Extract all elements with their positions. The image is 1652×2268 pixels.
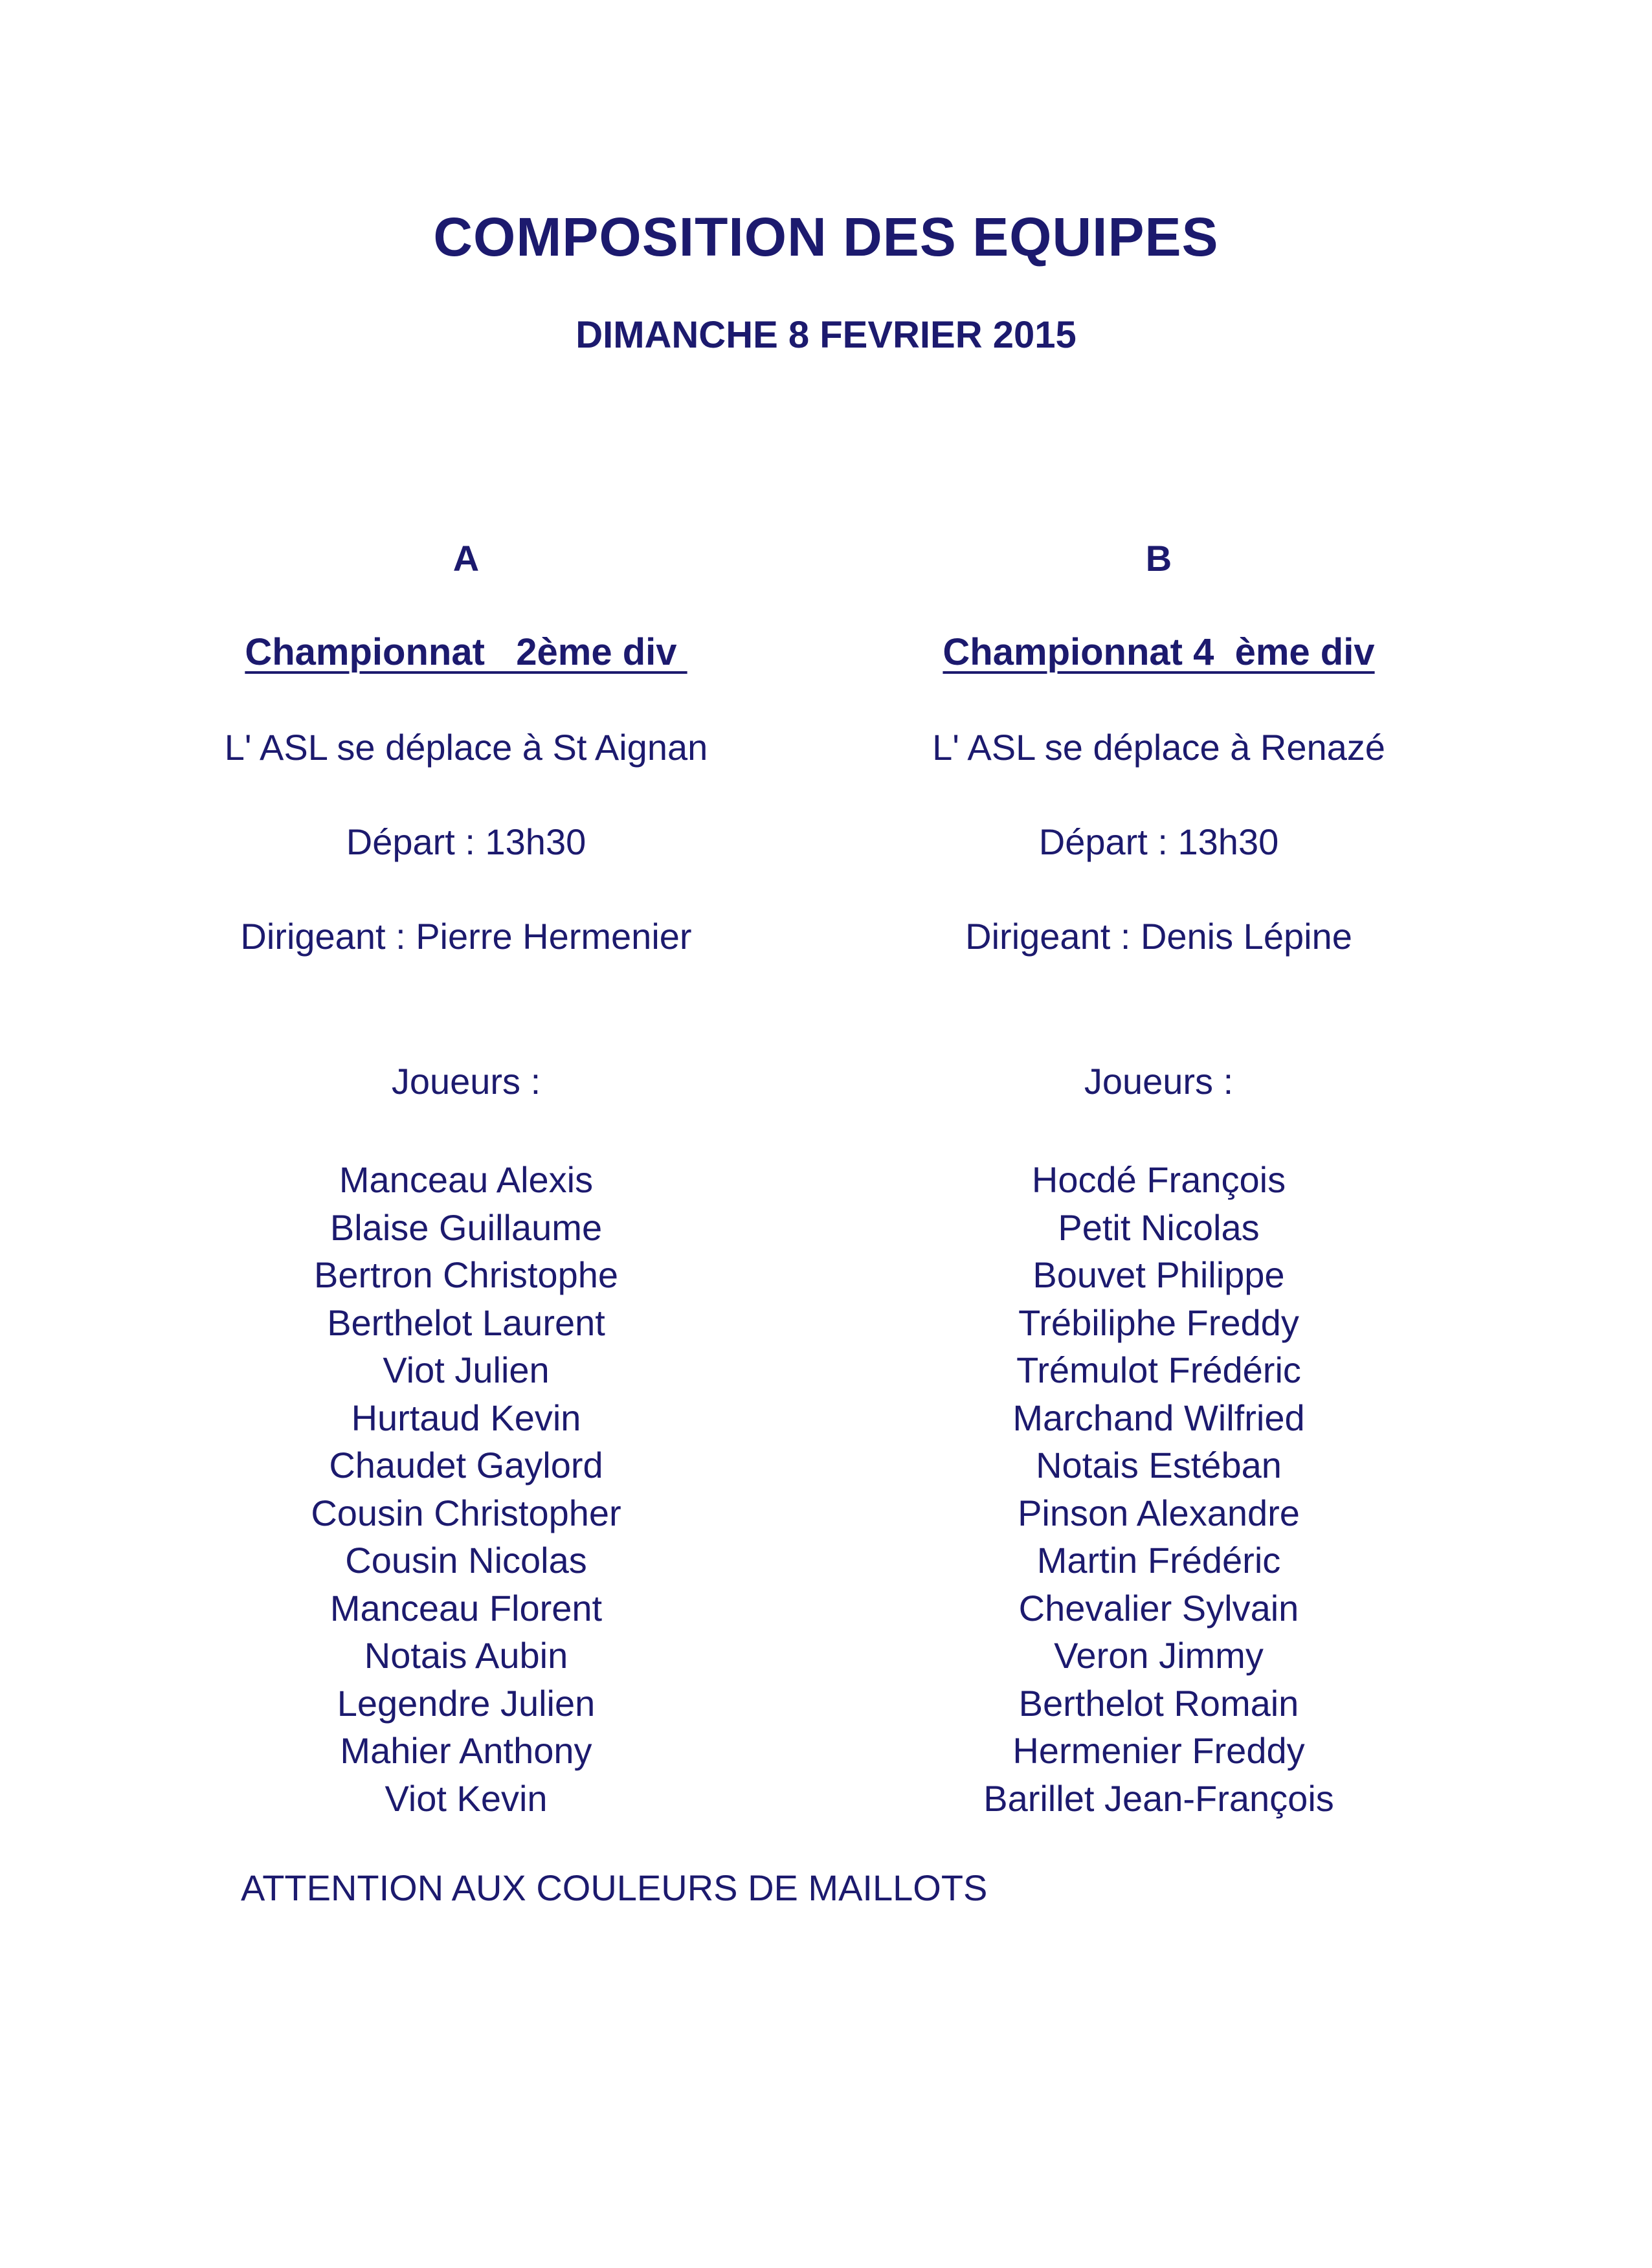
list-item: Blaise Guillaume <box>329 1206 603 1248</box>
list-item: Bouvet Philippe <box>1032 1254 1285 1295</box>
team-manager: Dirigeant : Denis Lépine <box>965 916 1352 957</box>
list-item: Notais Estéban <box>1036 1445 1282 1485</box>
departure-time: Départ : 13h30 <box>1038 821 1279 862</box>
travel-info: L' ASL se déplace à St Aignan <box>224 727 708 768</box>
player-list <box>803 1156 1515 1822</box>
player-list <box>110 1156 822 1822</box>
division-heading <box>803 630 1515 674</box>
division-label: Championnat 2ème div <box>245 631 687 673</box>
list-item: Bertron Christophe <box>313 1254 618 1295</box>
list-item: Legendre Julien <box>337 1682 596 1724</box>
list-item: Pinson Alexandre <box>1018 1492 1300 1533</box>
list-item: Barillet Jean-François <box>983 1777 1334 1819</box>
list-item: Marchand Wilfried <box>1012 1397 1305 1438</box>
departure-time: Départ : 13h30 <box>346 821 586 862</box>
list-item: Trébiliphe Freddy <box>1018 1302 1299 1343</box>
list-item: Cousin Nicolas <box>345 1540 587 1581</box>
division-label: Championnat 4 ème div <box>943 631 1375 673</box>
jersey-notice: ATTENTION AUX COULEURS DE MAILLOTS <box>241 1867 988 1908</box>
list-item: Trémulot Frédéric <box>1016 1350 1301 1390</box>
list-item: Petit Nicolas <box>1058 1206 1260 1248</box>
match-date: DIMANCHE 8 FEVRIER 2015 <box>575 314 1077 356</box>
list-item: Martin Frédéric <box>1036 1540 1281 1581</box>
list-item: Notais Aubin <box>364 1635 568 1676</box>
list-item: Berthelot Laurent <box>327 1302 605 1343</box>
list-item: Hocdé François <box>1031 1159 1286 1200</box>
list-item: Viot Julien <box>383 1350 550 1390</box>
team-manager: Dirigeant : Pierre Hermenier <box>240 916 692 957</box>
list-item: Hurtaud Kevin <box>351 1397 581 1438</box>
list-item: Veron Jimmy <box>1054 1635 1264 1676</box>
list-item: Manceau Florent <box>329 1587 603 1629</box>
team-letter: A <box>452 538 480 579</box>
players-label: Joueurs : <box>391 1061 541 1102</box>
list-item: Manceau Alexis <box>339 1159 594 1200</box>
list-item: Chaudet Gaylord <box>329 1445 603 1485</box>
page-title: COMPOSITION DES EQUIPES <box>433 206 1219 267</box>
list-item: Hermenier Freddy <box>1012 1730 1305 1771</box>
team-letter: B <box>1145 538 1172 579</box>
list-item: Cousin Christopher <box>311 1492 621 1533</box>
players-label: Joueurs : <box>1084 1061 1234 1102</box>
travel-info: L' ASL se déplace à Renazé <box>932 727 1385 768</box>
list-item: Chevalier Sylvain <box>1018 1587 1299 1629</box>
list-item: Berthelot Romain <box>1018 1682 1299 1724</box>
list-item: Mahier Anthony <box>340 1730 592 1771</box>
division-heading <box>110 630 822 674</box>
list-item: Viot Kevin <box>385 1777 548 1819</box>
